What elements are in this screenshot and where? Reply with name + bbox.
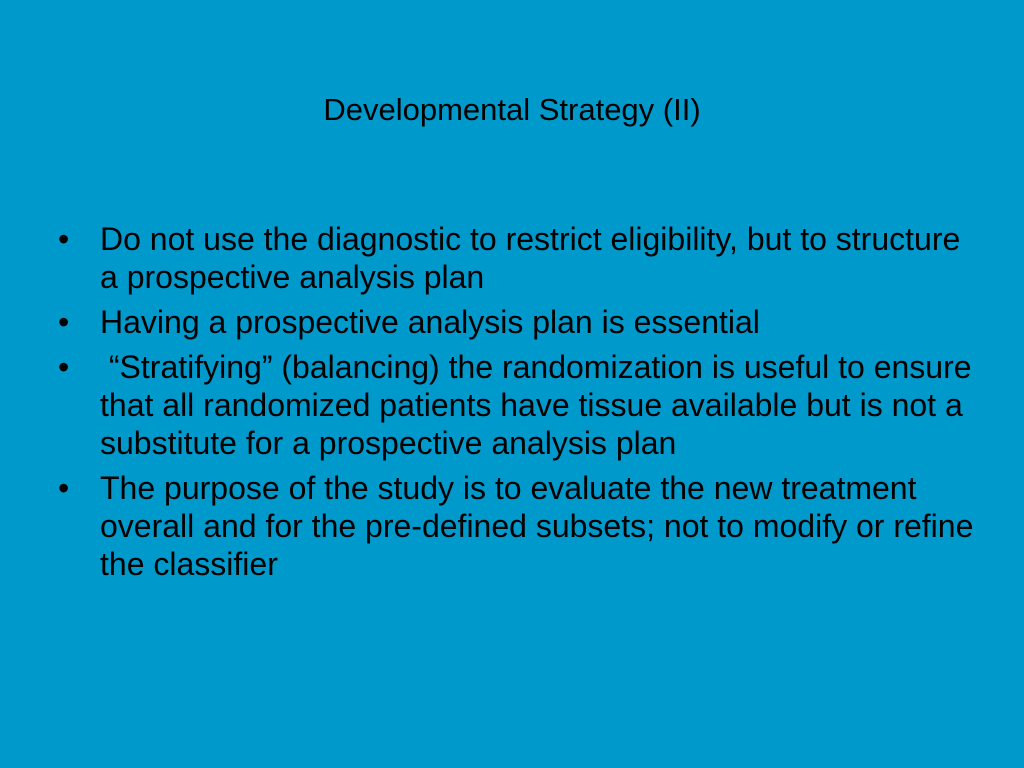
- slide-title: Developmental Strategy (II): [323, 92, 701, 127]
- bullet-text: The purpose of the study is to evaluate the new treatment overall and for the pre-defined subsets; not to modify or refine the classifier: [100, 470, 974, 582]
- bullet-list: [58, 220, 981, 590]
- bullet-item: [58, 469, 978, 583]
- bullet-icon: •: [58, 470, 70, 506]
- bullet-item: [58, 220, 978, 296]
- bullet-icon: •: [58, 349, 70, 385]
- bullet-text: Having a prospective analysis plan is essential: [100, 304, 760, 340]
- bullet-text: Do not use the diagnostic to restrict eligibility, but to structure a prospective analysis plan: [100, 221, 961, 295]
- bullet-icon: •: [58, 221, 70, 257]
- bullet-icon: •: [58, 304, 70, 340]
- bullet-item: [58, 348, 981, 462]
- bullet-item: [58, 303, 978, 341]
- bullet-text: “Stratifying” (balancing) the randomization is useful to ensure that all randomized patients have tissue available but is not a substitute for a prospective analysis plan: [100, 349, 981, 461]
